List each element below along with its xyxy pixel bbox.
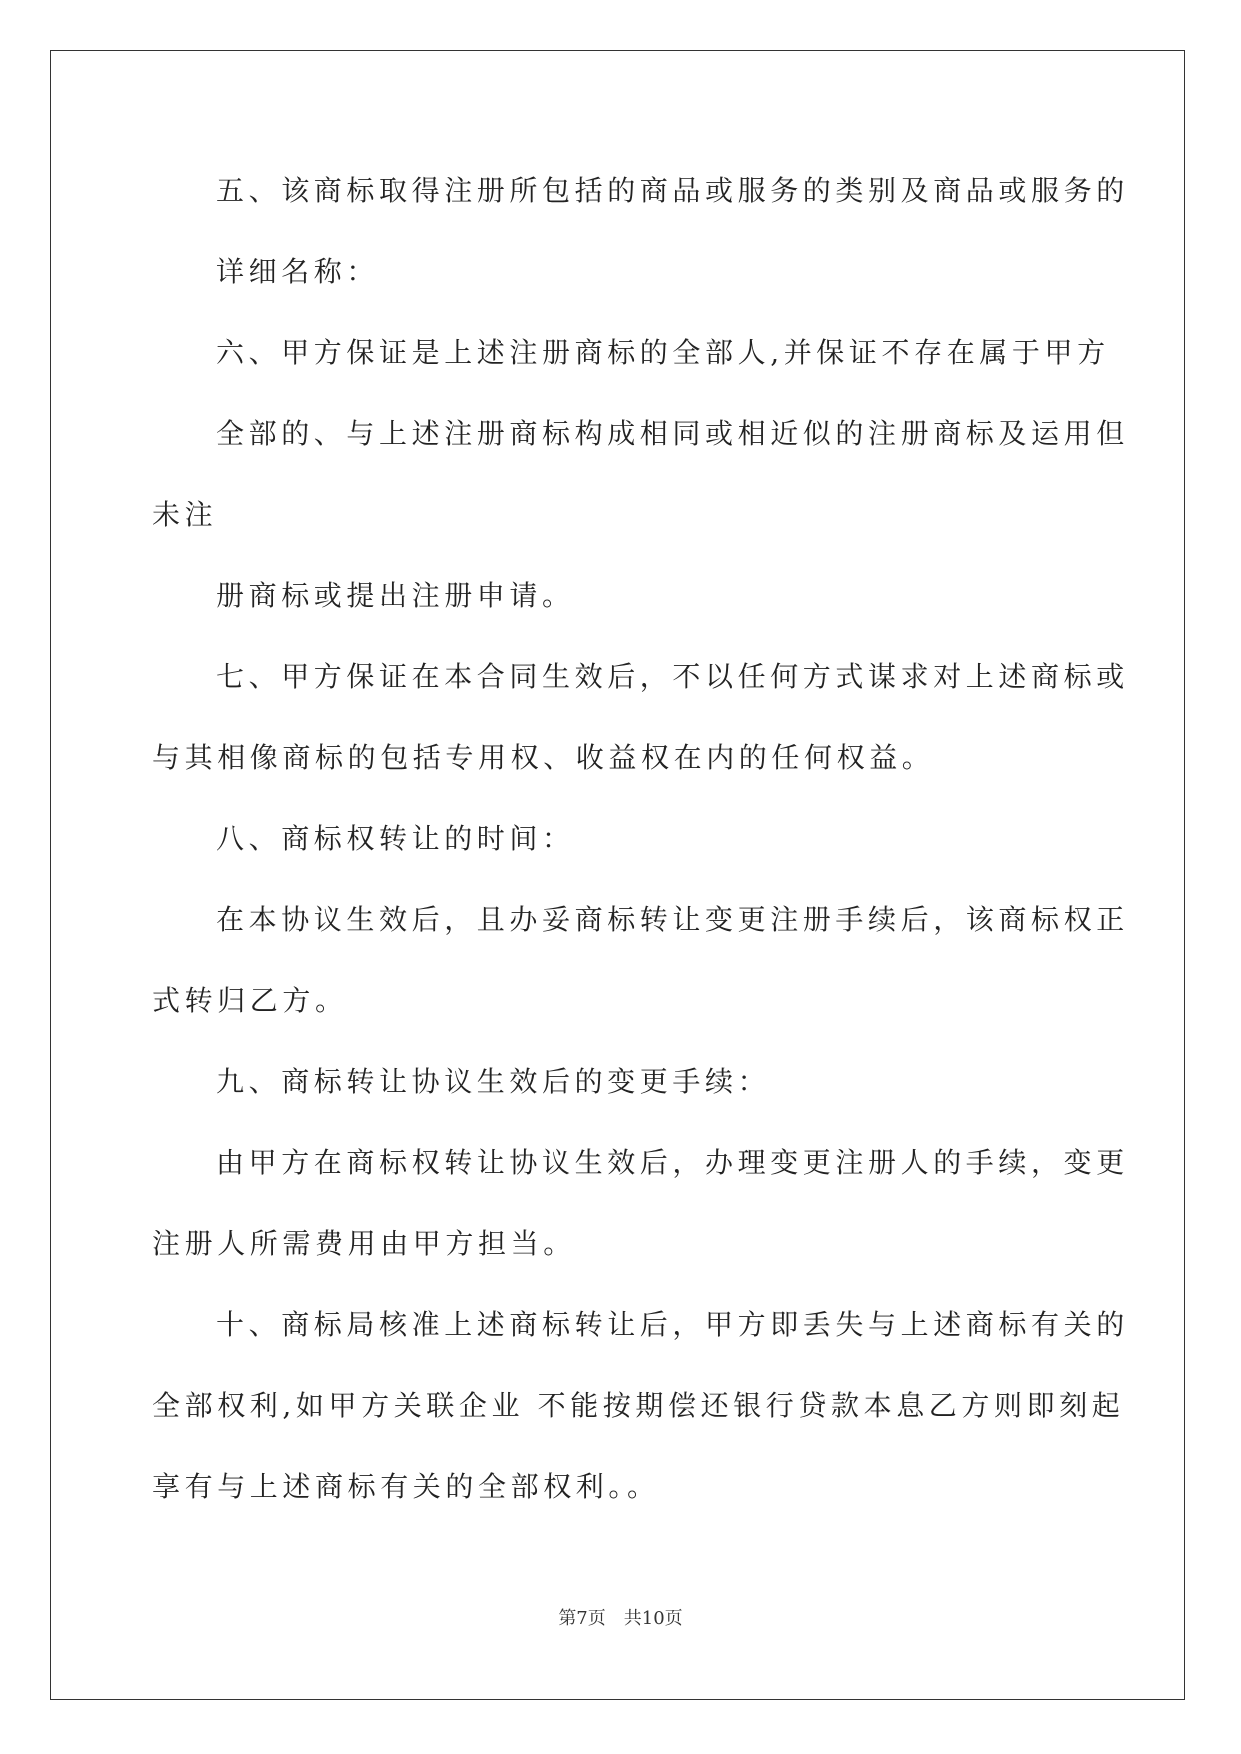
clause-6-line-2: 全部的、与上述注册商标构成相同或相近似的注册商标及运用但 bbox=[216, 417, 1129, 450]
clause-10-line-3: 享有与上述商标有关的全部权利。。 bbox=[152, 1470, 660, 1503]
page-border bbox=[50, 50, 1185, 1700]
page-number-footer: 第7页 共10页 bbox=[558, 1608, 683, 1629]
clause-5-line-2: 详细名称： bbox=[216, 255, 380, 288]
clause-8-line-1: 在本协议生效后，且办妥商标转让变更注册手续后，该商标权正 bbox=[216, 903, 1129, 936]
clause-8-line-2: 式转归乙方。 bbox=[152, 984, 348, 1017]
clause-8-heading: 八、商标权转让的时间： bbox=[216, 822, 575, 855]
clause-7-line-1: 七、甲方保证在本合同生效后，不以任何方式谋求对上述商标或 bbox=[216, 660, 1129, 693]
clause-6-line-4: 册商标或提出注册申请。 bbox=[216, 579, 575, 612]
clause-10-line-2: 全部权利,如甲方关联企业 不能按期偿还银行贷款本息乙方则即刻起 bbox=[152, 1389, 1125, 1422]
clause-9-line-2: 注册人所需费用由甲方担当。 bbox=[152, 1227, 576, 1260]
clause-9-line-1: 由甲方在商标权转让协议生效后，办理变更注册人的手续，变更 bbox=[216, 1146, 1129, 1179]
clause-6-line-1: 六、甲方保证是上述注册商标的全部人,并保证不存在属于甲方 bbox=[216, 336, 1110, 369]
clause-5-line-1: 五、该商标取得注册所包括的商品或服务的类别及商品或服务的 bbox=[216, 174, 1129, 207]
clause-9-heading: 九、商标转让协议生效后的变更手续： bbox=[216, 1065, 771, 1098]
clause-10-line-1: 十、商标局核准上述商标转让后，甲方即丢失与上述商标有关的 bbox=[216, 1308, 1129, 1341]
clause-7-line-2: 与其相像商标的包括专用权、收益权在内的任何权益。 bbox=[152, 741, 935, 774]
clause-6-line-3: 未注 bbox=[152, 498, 218, 531]
